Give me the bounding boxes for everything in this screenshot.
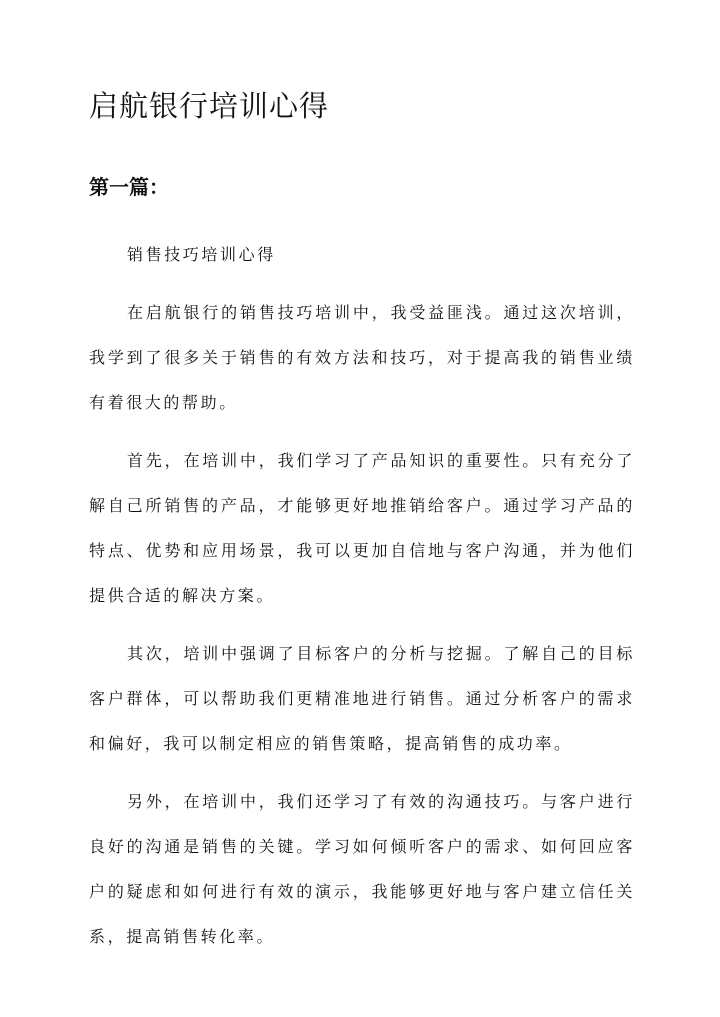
document-body: [89, 232, 635, 959]
paragraph: 在启航银行的销售技巧培训中，我受益匪浅。通过这次培训，我学到了很多关于销售的有效方法和技巧，对于提高我的销售业绩有着很大的帮助。: [89, 303, 635, 412]
paragraph: 另外，在培训中，我们还学习了有效的沟通技巧。与客户进行良好的沟通是销售的关键。学习如何倾听客户的需求、如何回应客户的疑虑和如何进行有效的演示，我能够更好地与客户建立信任关系，提高销售转化率。: [89, 792, 635, 946]
document-title: 启航银行培训心得: [89, 89, 330, 123]
paragraph: 首先，在培训中，我们学习了产品知识的重要性。只有充分了解自己所销售的产品，才能够更好地推销给客户。通过学习产品的特点、优势和应用场景，我可以更加自信地与客户沟通，并为他们提供合适的解决方案。: [89, 451, 635, 605]
section-heading: 第一篇：: [89, 175, 169, 199]
subtitle: 销售技巧培训心得: [127, 245, 276, 264]
paragraph: 其次，培训中强调了目标客户的分析与挖掘。了解自己的目标客户群体，可以帮助我们更精准地进行销售。通过分析客户的需求和偏好，我可以制定相应的销售策略，提高销售的成功率。: [89, 644, 635, 753]
